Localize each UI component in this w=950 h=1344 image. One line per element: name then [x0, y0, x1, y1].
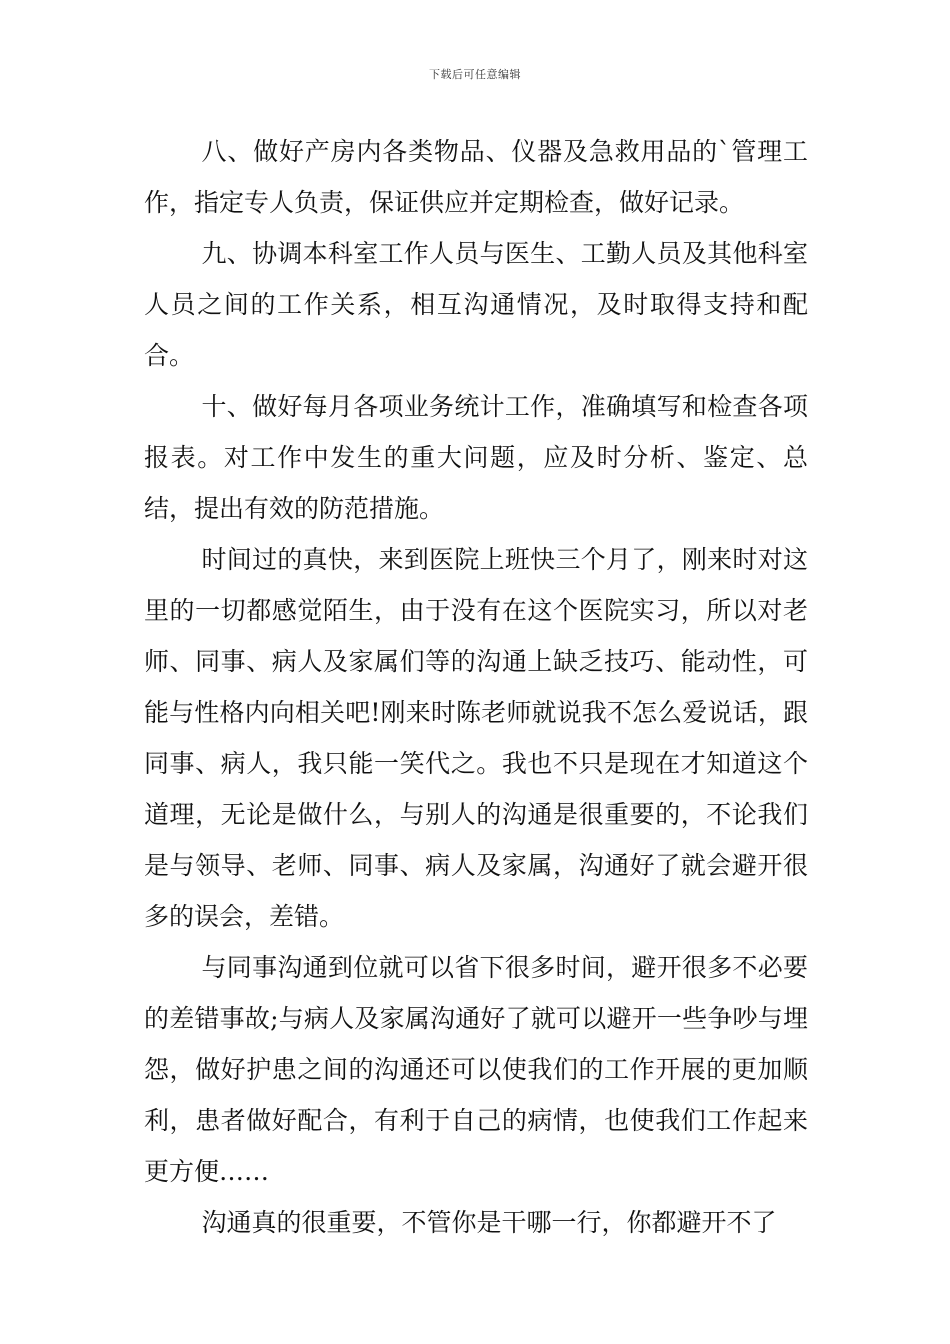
document-body [144, 126, 808, 1248]
paragraph-item-9: 九、协调本科室工作人员与医生、工勤人员及其他科室人员之间的工作关系，相互沟通情况，及时取得支持和配合。 [144, 239, 808, 370]
paragraph-colleague-communication: 与同事沟通到位就可以省下很多时间，避开很多不必要的差错事故;与病人及家属沟通好了就可以避开一些争吵与埋怨，做好护患之间的沟通还可以使我们的工作开展的更加顺利，患者做好配合，有利于自己的病情，也使我们工作起来更方便…… [144, 953, 808, 1186]
paragraph-item-10: 十、做好每月各项业务统计工作，准确填写和检查各项报表。对工作中发生的重大问题，应及时分析、鉴定、总结，提出有效的防范措施。 [144, 392, 808, 523]
paragraph-item-8: 八、做好产房内各类物品、仪器及急救用品的`管理工作，指定专人负责，保证供应并定期检查，做好记录。 [144, 137, 808, 217]
paragraph-reflection: 时间过的真快，来到医院上班快三个月了，刚来时对这里的一切都感觉陌生，由于没有在这个医院实习，所以对老师、同事、病人及家属们等的沟通上缺乏技巧、能动性，可能与性格内向相关吧!刚来时陈老师就说我不怎么爱说话，跟同事、病人，我只能一笑代之。我也不只是现在才知道这个道理，无论是做什么，与别人的沟通是很重要的，不论我们是与领导、老师、同事、病人及家属，沟通好了就会避开很多的误会，差错。 [144, 545, 808, 931]
page-header-note: 下载后可任意编辑 [429, 68, 521, 81]
paragraph-communication-importance: 沟通真的很重要，不管你是干哪一行，你都避开不了 [201, 1208, 777, 1237]
